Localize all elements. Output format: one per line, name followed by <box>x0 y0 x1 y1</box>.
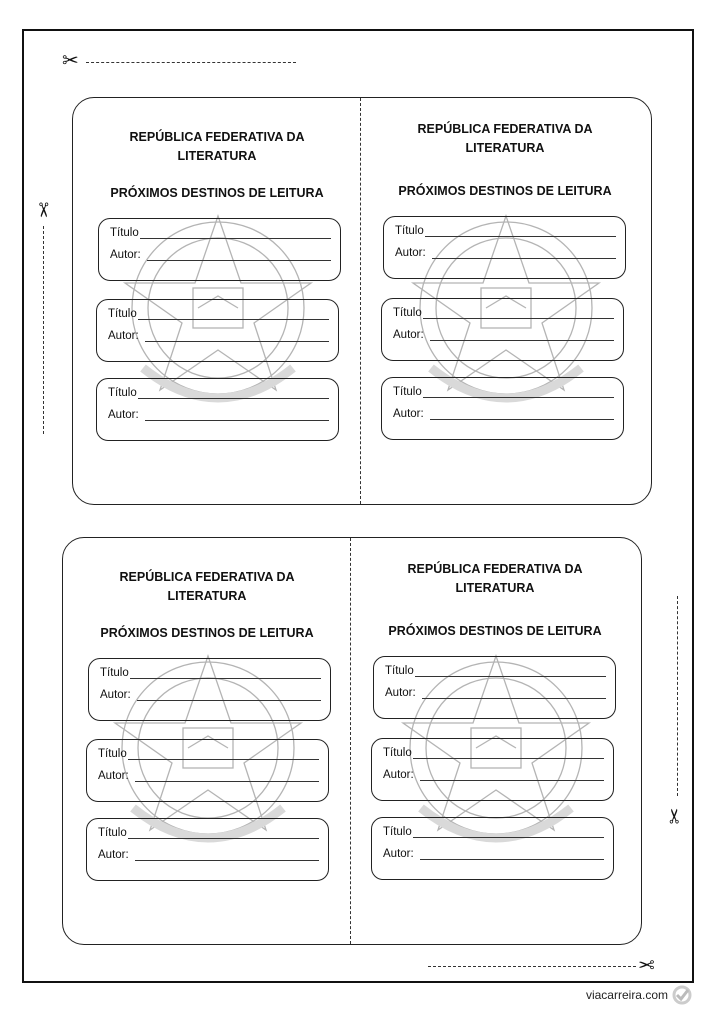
title-field[interactable]: Título <box>110 227 331 239</box>
title-field[interactable]: Título <box>108 387 329 399</box>
scissors-icon: ✂ <box>62 50 79 72</box>
card-panel-left <box>63 538 350 944</box>
title-field[interactable]: Título <box>383 747 604 759</box>
book-entry <box>383 216 626 279</box>
title-field[interactable]: Título <box>98 748 319 760</box>
author-field[interactable]: Autor: <box>108 330 329 342</box>
author-field[interactable]: Autor: <box>100 689 321 701</box>
title-field[interactable]: Título <box>385 665 606 677</box>
book-entry <box>98 218 341 281</box>
cut-line-top <box>86 62 296 63</box>
card-title: REPÚBLICA FEDERATIVA DA LITERATURA <box>417 122 593 155</box>
author-field[interactable]: Autor: <box>98 849 319 861</box>
title-field[interactable]: Título <box>108 308 329 320</box>
check-logo-icon <box>672 985 692 1005</box>
book-entry <box>373 656 616 719</box>
scissors-icon: ✂ <box>31 201 54 219</box>
book-entry <box>381 298 624 361</box>
book-entry <box>86 739 329 802</box>
author-field[interactable]: Autor: <box>108 409 329 421</box>
title-field[interactable]: Título <box>393 386 614 398</box>
cut-line-left <box>43 226 44 434</box>
book-entry <box>381 377 624 440</box>
author-field[interactable]: Autor: <box>385 687 606 699</box>
cut-line-bottom <box>428 966 636 967</box>
bookmark-card-top <box>72 97 652 505</box>
scissors-icon: ✂ <box>638 955 655 977</box>
card-subtitle: PRÓXIMOS DESTINOS DE LEITURA <box>398 184 612 198</box>
author-field[interactable]: Autor: <box>383 769 604 781</box>
book-entry <box>86 818 329 881</box>
book-entry <box>88 658 331 721</box>
book-entry <box>371 817 614 880</box>
card-panel-right <box>361 98 651 504</box>
card-panel-right <box>351 538 641 944</box>
card-panel-left <box>73 98 360 504</box>
footer-site-link[interactable]: viacarreira.com <box>585 988 668 1002</box>
card-title: REPÚBLICA FEDERATIVA DA LITERATURA <box>129 130 305 163</box>
author-field[interactable]: Autor: <box>383 848 604 860</box>
card-title: REPÚBLICA FEDERATIVA DA LITERATURA <box>407 562 583 595</box>
title-field[interactable]: Título <box>100 667 321 679</box>
title-field[interactable]: Título <box>395 225 616 237</box>
author-field[interactable]: Autor: <box>393 329 614 341</box>
card-subtitle: PRÓXIMOS DESTINOS DE LEITURA <box>110 186 324 200</box>
scissors-icon: ✂ <box>664 807 687 825</box>
author-field[interactable]: Autor: <box>98 770 319 782</box>
author-field[interactable]: Autor: <box>110 249 331 261</box>
book-entry <box>371 738 614 801</box>
title-field[interactable]: Título <box>383 826 604 838</box>
title-field[interactable]: Título <box>393 307 614 319</box>
title-field[interactable]: Título <box>98 827 319 839</box>
card-title: REPÚBLICA FEDERATIVA DA LITERATURA <box>119 570 295 603</box>
author-field[interactable]: Autor: <box>393 408 614 420</box>
author-field[interactable]: Autor: <box>395 247 616 259</box>
cut-line-right <box>677 596 678 796</box>
card-subtitle: PRÓXIMOS DESTINOS DE LEITURA <box>100 626 314 640</box>
bookmark-card-bottom <box>62 537 642 945</box>
book-entry <box>96 378 339 441</box>
card-subtitle: PRÓXIMOS DESTINOS DE LEITURA <box>388 624 602 638</box>
book-entry <box>96 299 339 362</box>
